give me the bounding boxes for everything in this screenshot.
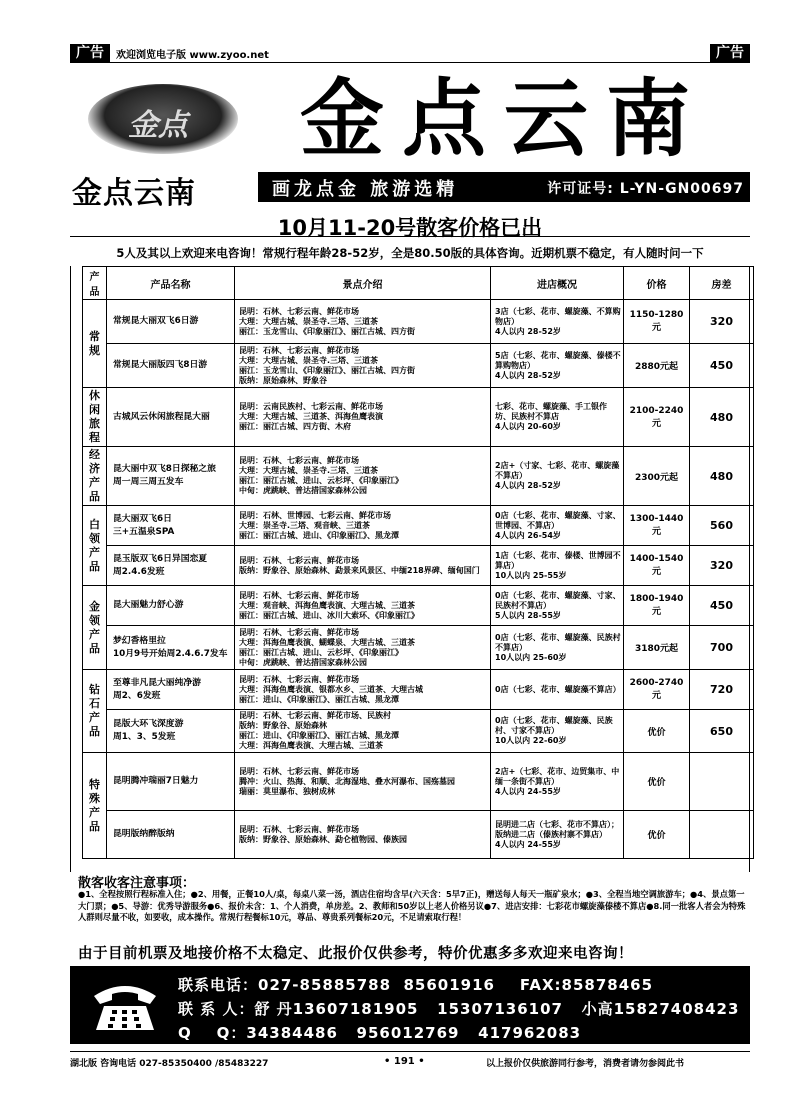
shops-cell: 0店（七彩、花市、螺旋藻、民族村、寸家不算店） 10人以内 22-60岁 (491, 710, 624, 753)
shops-cell: 2店+（寸家、七彩、花市、螺旋藻不算店） 4人以内 28-52岁 (491, 447, 624, 506)
table-row (83, 546, 754, 586)
footer-right: 以上报价仅供旅游同行参考，消费者请勿参阅此书 (486, 1059, 685, 1069)
scenic-line: 昆明：石林、七彩云南、鲜花市场 (239, 456, 359, 465)
product-name-cell: 常规昆大丽版四飞8日游 (107, 344, 235, 388)
shops-cell: 1店（七彩、花市、傣楼、世博园不算店） 10人以内 25-55岁 (491, 546, 624, 586)
product-name-cell: 梦幻香格里拉 10月9号开始周2.4.6.7发车 (107, 626, 235, 670)
logo-disc (88, 84, 238, 154)
title-divider (70, 236, 750, 237)
price-cell: 优价 (624, 811, 690, 859)
scenic-line: 大理：大理古城、崇圣寺.三塔、三道茶 (239, 316, 379, 326)
scenic-line: 昆明：石林、七彩云南、鲜花市场 (239, 555, 359, 565)
license-number: 许可证号: L-YN-GN00697 (547, 181, 744, 197)
scenic-line: 丽江：丽江古城、进山、冰川大索环、《印象丽江》 (239, 610, 419, 620)
product-name-cell: 昆明腾冲瑞丽7日魅力 (107, 753, 235, 811)
table-row (83, 344, 754, 388)
page-number: • 191 • (384, 1056, 425, 1067)
room-diff-cell: 450 (690, 586, 754, 626)
page-title: 10月11-20号散客价格已出 (277, 216, 543, 240)
scenic-line: 昆明：石林、七彩云南、鲜花市场、民族村 (239, 711, 391, 720)
notes-title: 散客收客注意事项： (78, 876, 196, 891)
scenic-line: 版纳：野象谷、原始森林、勐景来风景区、中缅218界碑、缅甸国门 (239, 565, 480, 575)
scenic-line: 丽江：丽江古城、进山、云杉坪、《印象丽江》 (239, 476, 403, 485)
scenic-cell (235, 753, 491, 811)
scenic-cell (235, 710, 491, 753)
room-diff-cell: 560 (690, 506, 754, 546)
room-diff-cell: 450 (690, 344, 754, 388)
scenic-line: 丽江：玉龙雪山、《印象丽江》、丽江古城、四方街 (239, 365, 415, 375)
contact-box (70, 966, 750, 1044)
scenic-cell (235, 447, 491, 506)
shops-cell: 0店（七彩、花市、螺旋藻不算店） (491, 670, 624, 710)
price-cell: 优价 (624, 710, 690, 753)
category-cell: 常规 (83, 300, 107, 388)
scenic-cell (235, 546, 491, 586)
scenic-line: 丽江：丽江古城、四方街、木府 (239, 422, 351, 431)
scenic-line: 丽江：丽江古城、进山、云杉坪、《印象丽江》 (239, 647, 403, 657)
scenic-line: 版纳：原始森林、野象谷 (239, 375, 327, 385)
top-bar (70, 44, 750, 63)
room-diff-cell: 320 (690, 300, 754, 344)
scenic-line: 大理：洱海鱼鹰表演、大理古城、三道茶 (239, 741, 383, 750)
shops-cell: 0店（七彩、花市、螺旋藻、民族村不算店） 10人以内 25-60岁 (491, 626, 624, 670)
category-cell: 钻石产品 (83, 670, 107, 753)
scenic-line: 丽江：玉龙雪山、《印象丽江》、丽江古城、四方街 (239, 326, 415, 336)
scenic-line: 昆明：石林、七彩云南、鲜花市场 (239, 674, 359, 684)
footer-divider (70, 1051, 750, 1052)
product-name-cell: 古城风云休闲旅程昆大丽 (107, 388, 235, 447)
scenic-line: 大理：观音峡、洱海鱼鹰表演、大理古城、三道茶 (239, 600, 415, 610)
scenic-cell (235, 388, 491, 447)
table-row (83, 753, 754, 811)
scenic-line: 昆明：云南民族村、七彩云南、鲜花市场 (239, 402, 383, 411)
shops-cell: 0店（七彩、花市、螺旋藻、寸家、民族村不算店） 5人以内 28-55岁 (491, 586, 624, 626)
room-diff-cell (690, 811, 754, 859)
table-row (83, 447, 754, 506)
table-body (83, 300, 754, 859)
table-row (83, 506, 754, 546)
header-banner (70, 64, 750, 211)
header-scenic: 景点介绍 (235, 267, 491, 300)
scenic-line: 昆明：石林、七彩云南、鲜花市场 (239, 306, 359, 316)
scenic-line: 大理：大理古城、崇圣寺.三塔、三道茶 (239, 466, 379, 475)
price-table (82, 266, 754, 859)
scenic-line: 大理：洱海鱼鹰表演、银都水乡、三道茶、大理古城 (239, 684, 423, 694)
scenic-line: 丽江：进山、《印象丽江》、丽江古城、黑龙潭 (239, 694, 399, 704)
price-cell: 优价 (624, 753, 690, 811)
price-cell: 2300元起 (624, 447, 690, 506)
scenic-line: 腾冲：火山、热海、和顺、北海湿地、叠水河瀑布、国殇墓园 (239, 776, 455, 786)
table-row (83, 388, 754, 447)
telephone-icon (90, 976, 160, 1034)
scenic-line: 大理：崇圣寺.三塔、观音峡、三道茶 (239, 520, 371, 530)
category-cell: 白领产品 (83, 506, 107, 586)
brand-name-calligraphy: 金点云南 (300, 69, 709, 168)
scenic-line: 昆明：石林、世博园、七彩云南、鲜花市场 (239, 510, 391, 520)
scenic-line: 中甸：虎跳峡、普达措国家森林公园 (239, 486, 367, 495)
header-room-diff: 房差 (690, 267, 754, 300)
subtitle: 5人及其以上欢迎来电咨询！常规行程年龄28-52岁，全是80.50版的具体咨询。近期机票不稳定，有人随时问一下 (116, 246, 704, 260)
brand-name-small: 金点云南 (72, 176, 196, 211)
scenic-cell (235, 586, 491, 626)
header-product-name: 产品名称 (107, 267, 235, 300)
price-cell: 2880元起 (624, 344, 690, 388)
footer-left: 湖北版 咨询电话 027-85350400 /85483227 (70, 1059, 269, 1069)
price-cell: 3180元起 (624, 626, 690, 670)
table-row (83, 586, 754, 626)
logo-glyph: 金点 (128, 108, 188, 143)
shops-cell: 0店（七彩、花市、螺旋藻、寸家、世博园、不算店） 4人以内 26-54岁 (491, 506, 624, 546)
scenic-line: 版纳：野象谷、原始森林、勐仑植物园、傣族园 (239, 834, 407, 844)
slogan-text: 画龙点金 旅游选精 (272, 179, 459, 200)
table-row (83, 300, 754, 344)
price-cell: 2100-2240元 (624, 388, 690, 447)
header-shops: 进店概况 (491, 267, 624, 300)
table-row (83, 670, 754, 710)
notes-text: ●1、全程按照行程标准入住；●2、用餐，正餐10人/桌，每桌八菜一汤，酒店住宿均含早(六天含：5早7正)，赠送每人每天一瓶矿泉水；●3、全程当地空调旅游车；●4、景点第一大门票；●5、导游：优秀导游服务●6、报价未含：1、个人消费，单房差。2、教师和50岁以上老人价格另议●7、进店安排：七彩花市螺旋藻傣楼不算店●8.同一批客人者会为特殊人群则尽量不收，如要收，成本操作。常规行程餐标10元，尊品、尊贵系列餐标20元，不足请索取行程！ (78, 889, 746, 922)
product-name-cell: 昆大丽中双飞8日探秘之旅 周一周三周五发车 (107, 447, 235, 506)
scenic-line: 丽江：进山、《印象丽江》、丽江古城、黑龙潭 (239, 731, 399, 740)
scenic-line: 大理：大理古城、三道茶、洱海鱼鹰表演 (239, 412, 383, 421)
shops-cell: 5店（七彩、花市、螺旋藻、傣楼不算购物店） 4人以内 28-52岁 (491, 344, 624, 388)
product-name-cell: 昆玉版双飞6日异国恋夏 周2.4.6发班 (107, 546, 235, 586)
contact-qq: Q Q：34384486 956012769 417962083 (178, 1024, 582, 1042)
category-cell: 休闲旅程 (83, 388, 107, 447)
price-cell: 1400-1540元 (624, 546, 690, 586)
scenic-line: 瑞丽：莫里瀑布、独树成林 (239, 786, 335, 796)
product-name-cell: 昆版大环飞深度游 周1、3、5发班 (107, 710, 235, 753)
category-cell: 经济产品 (83, 447, 107, 506)
category-cell: 金领产品 (83, 586, 107, 670)
scenic-line: 大理：洱海鱼鹰表演、蝴蝶泉、大理古城、三道茶 (239, 637, 415, 647)
shops-cell: 3店（七彩、花市、螺旋藻、不算购物店） 4人以内 28-52岁 (491, 300, 624, 344)
product-name-cell: 昆大丽双飞6日 三+五温泉SPA (107, 506, 235, 546)
scenic-line: 丽江：丽江古城、进山、《印象丽江》、黑龙潭 (239, 530, 399, 540)
scenic-line: 昆明：石林、七彩云南、鲜花市场 (239, 590, 359, 600)
price-cell: 2600-2740元 (624, 670, 690, 710)
scenic-cell (235, 300, 491, 344)
scenic-line: 大理：大理古城、崇圣寺.三塔、三道茶 (239, 355, 379, 365)
table-row (83, 710, 754, 753)
product-name-cell: 常规昆大丽双飞6日游 (107, 300, 235, 344)
scenic-line: 版纳：野象谷、原始森林 (239, 721, 327, 730)
scenic-cell (235, 506, 491, 546)
slogan-bar (258, 172, 750, 202)
scenic-cell (235, 811, 491, 859)
price-cell: 1300-1440元 (624, 506, 690, 546)
table-row (83, 626, 754, 670)
shops-cell: 七彩、花市、螺旋藻、手工银作坊、民族村不算店 4人以内 20-60岁 (491, 388, 624, 447)
scenic-cell (235, 626, 491, 670)
product-name-cell: 昆大丽魅力舒心游 (107, 586, 235, 626)
price-cell: 1150-1280元 (624, 300, 690, 344)
scenic-cell (235, 670, 491, 710)
scenic-line: 昆明：石林、七彩云南、鲜花市场 (239, 627, 359, 637)
shops-cell: 2店+（七彩、花市、边贸集市、中缅一条街不算店） 4人以内 24-55岁 (491, 753, 624, 811)
scenic-line: 昆明：石林、七彩云南、鲜花市场 (239, 824, 359, 834)
scenic-line: 中甸：虎跳峡、普达措国家森林公园 (239, 657, 367, 667)
scenic-cell (235, 344, 491, 388)
scenic-line: 昆明：石林、七彩云南、鲜花市场 (239, 345, 359, 355)
header-category: 产品 (83, 267, 107, 300)
contact-person: 联 系 人：舒 丹13607181905 15307136107 小高15827408423 (178, 1000, 740, 1018)
product-name-cell: 昆明版纳醉版纳 (107, 811, 235, 859)
room-diff-cell: 480 (690, 388, 754, 447)
room-diff-cell: 720 (690, 670, 754, 710)
contact-phone: 联系电话：027-85885788 85601916 FAX:85878465 (178, 976, 654, 994)
room-diff-cell: 700 (690, 626, 754, 670)
ad-tag-left: 广告 (70, 44, 110, 62)
room-diff-cell: 320 (690, 546, 754, 586)
table-header-row (83, 267, 754, 300)
room-diff-cell: 650 (690, 710, 754, 753)
shops-cell: 昆明进二店（七彩、花市不算店）；版纳进二店（傣族村寨不算店） 4人以内 24-55岁 (491, 811, 624, 859)
table-row (83, 811, 754, 859)
welcome-text: 欢迎浏览电子版 www.zyoo.net (116, 50, 269, 61)
room-diff-cell: 480 (690, 447, 754, 506)
disclaimer: 由于目前机票及地接价格不太稳定、此报价仅供参考，特价优惠多多欢迎来电咨询！ (78, 946, 633, 962)
category-cell: 特殊产品 (83, 753, 107, 859)
ad-tag-right: 广告 (710, 44, 750, 62)
room-diff-cell (690, 753, 754, 811)
product-name-cell: 至尊非凡昆大丽纯净游 周2、6发班 (107, 670, 235, 710)
header-price: 价格 (624, 267, 690, 300)
scenic-line: 昆明：石林、七彩云南、鲜花市场 (239, 766, 359, 776)
price-cell: 1800-1940元 (624, 586, 690, 626)
